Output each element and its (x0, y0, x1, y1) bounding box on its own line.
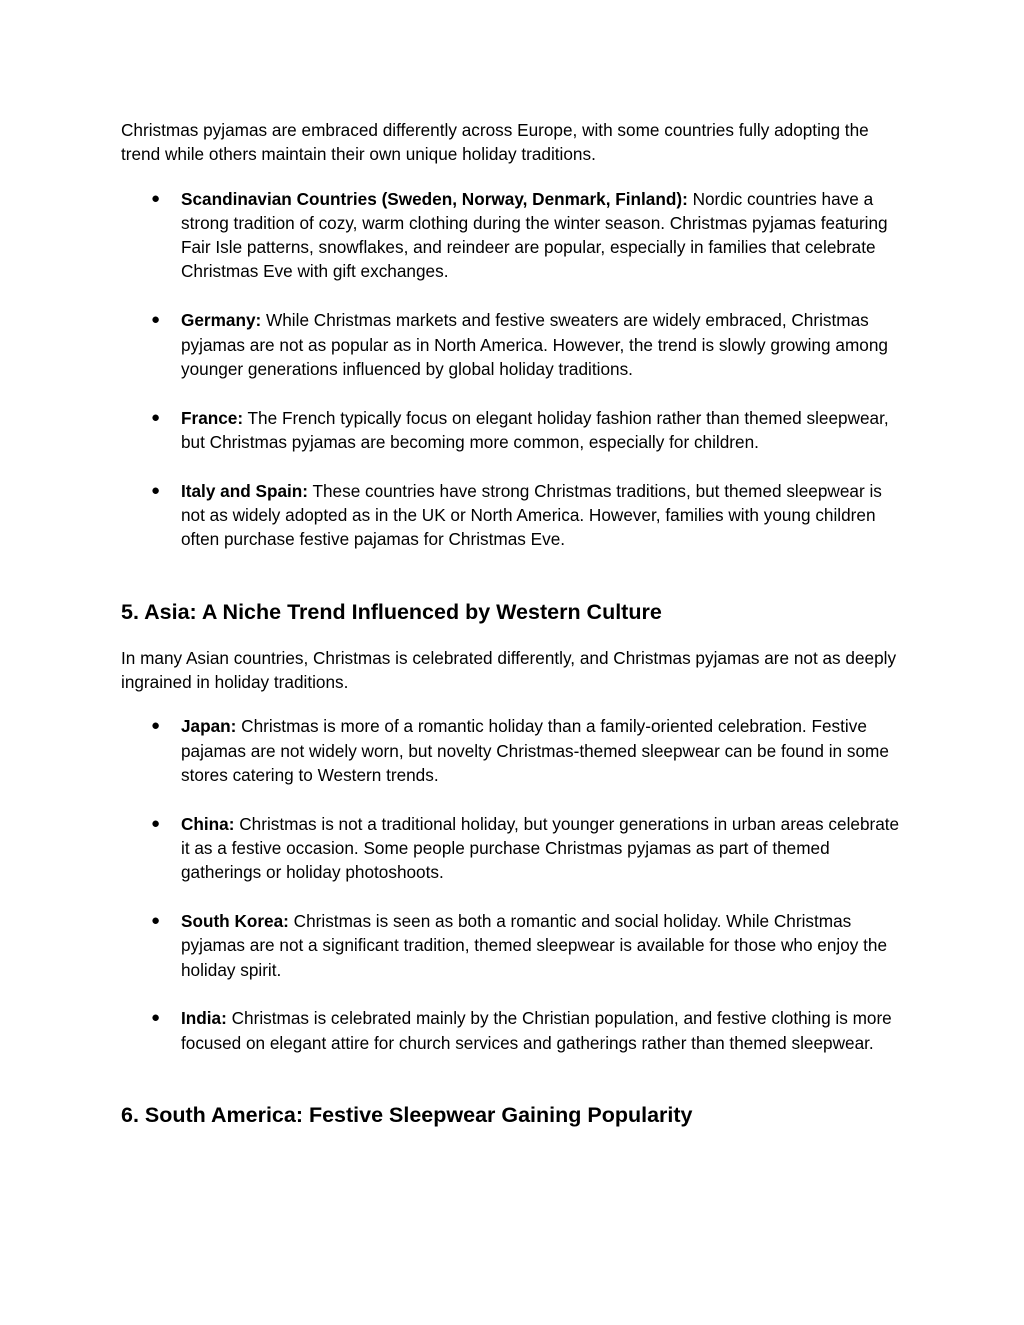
europe-intro-paragraph: Christmas pyjamas are embraced differently across Europe, with some countries fully adopting the trend while others maintain their own unique holiday traditions. (121, 120, 869, 165)
section-heading-south-america: 6. South America: Festive Sleepwear Gaining Popularity (121, 1103, 693, 1128)
list-item (121, 812, 903, 885)
bullet-term: India: (181, 1008, 227, 1029)
bullet-text: Nordic countries have a strong tradition of cozy, warm clothing during the winter season. Christmas pyjamas featuring Fair Isle patterns, snowflakes, and reindeer are popular, especially in families that celebrate Christmas Eve with gift exchanges. (181, 188, 888, 282)
bullet-icon: ● (151, 912, 161, 930)
asia-country-list (121, 714, 903, 1055)
bullet-term: France: (181, 407, 244, 428)
bullet-term: Japan: (181, 716, 237, 737)
list-item (121, 1006, 903, 1055)
bullet-term: Scandinavian Countries (Sweden, Norway, Denmark, Finland): (181, 188, 688, 209)
bullet-text: While Christmas markets and festive sweaters are widely embraced, Christmas pyjamas are not as popular as in North America. However, the trend is slowly growing among younger generations influenced by global holiday traditions. (181, 310, 888, 379)
bullet-text: The French typically focus on elegant holiday fashion rather than themed sleepwear, but Christmas pyjamas are becoming more common, especially for children. (181, 407, 889, 452)
list-item (121, 187, 903, 284)
bullet-text: These countries have strong Christmas traditions, but themed sleepwear is not as widely adopted as in the UK or North America. However, families with young children often purchase festive pajamas for Christmas Eve. (181, 480, 882, 550)
bullet-text: Christmas is more of a romantic holiday than a family-oriented celebration. Festive pajamas are not widely worn, but novelty Christmas-themed sleepwear can be found in some stores catering to Western trends. (181, 716, 889, 785)
bullet-icon: ● (151, 814, 161, 832)
bullet-icon: ● (151, 1009, 161, 1027)
list-item (121, 406, 903, 455)
bullet-term: China: (181, 813, 235, 834)
bullet-icon: ● (151, 408, 161, 426)
bullet-text: Christmas is not a traditional holiday, but younger generations in urban areas celebrate it as a festive occasion. Some people purchase Christmas pyjamas as part of themed gatherings or holiday photoshoots. (181, 813, 900, 883)
list-item (121, 909, 903, 982)
bullet-text: Christmas is seen as both a romantic and social holiday. While Christmas pyjamas are not a significant tradition, themed sleepwear is available for those who enjoy the holiday spirit. (181, 911, 888, 980)
document-page (121, 118, 903, 1129)
section-heading-asia: 5. Asia: A Niche Trend Influenced by Western Culture (121, 599, 662, 624)
list-item (121, 308, 903, 381)
europe-country-list (121, 187, 903, 552)
bullet-text: Christmas is celebrated mainly by the Christian population, and festive clothing is more focused on elegant attire for church services and gatherings rather than themed sleepwear. (181, 1008, 892, 1053)
list-item (121, 479, 903, 552)
bullet-icon: ● (151, 481, 161, 499)
bullet-term: Italy and Spain: (181, 480, 309, 501)
bullet-term: South Korea: (181, 911, 289, 932)
bullet-icon: ● (151, 189, 161, 207)
bullet-icon: ● (151, 717, 161, 735)
asia-intro-paragraph: In many Asian countries, Christmas is celebrated differently, and Christmas pyjamas are not as deeply ingrained in holiday traditions. (121, 647, 897, 692)
bullet-icon: ● (151, 311, 161, 329)
bullet-term: Germany: (181, 310, 262, 331)
list-item (121, 714, 903, 787)
